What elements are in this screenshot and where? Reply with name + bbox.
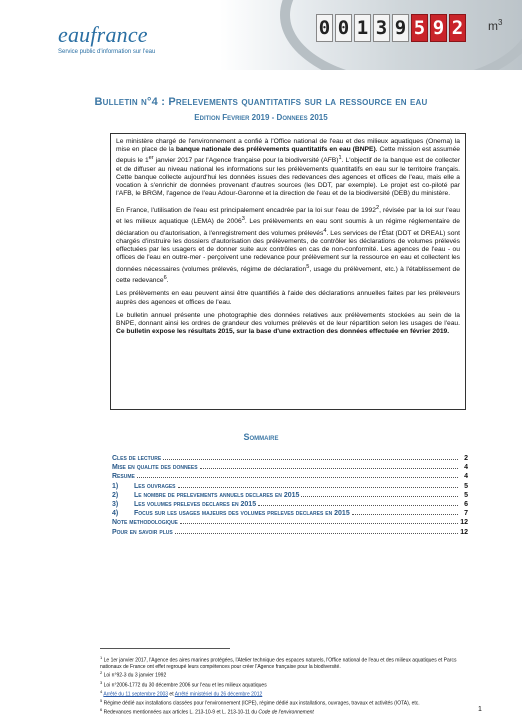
footnote-4: $^4$ Arrêté du 11 septembre 2003 et Arrêté ministériel du 26 décembre 2012 <box>100 688 263 698</box>
toc-entry-page: 4 <box>464 464 468 472</box>
toc-entry-label: Note methodologique <box>112 519 178 527</box>
meter-digits <box>316 14 466 42</box>
toc-leader-dots <box>137 476 458 478</box>
meter-digit: 1 <box>354 14 371 42</box>
page-number: 1 <box>478 706 482 713</box>
footnote-1: $^1$ Le 1er janvier 2017, l'Agence des aires marines protégées, l'Atelier technique des espaces naturels, l'Office national de l'eau et des milieux aquatiques et Parcs nationaux de France ont effet regroupé leurs compétences pour créer l'Agence française pour la biodiversité. <box>100 655 457 671</box>
toc-entry-label: Focus sur les usages majeurs des volumes preleves declares en 2015 <box>134 510 350 518</box>
footnote-3: $^3$ Loi n°2006-1772 du 30 décembre 2006 sur l'eau et les milieux aquatiques <box>100 679 267 689</box>
toc-entry[interactable] <box>112 501 468 510</box>
toc-entry[interactable] <box>112 510 468 519</box>
toc-entry[interactable] <box>112 529 468 538</box>
toc-entry-label: Cles de lecture <box>112 455 162 462</box>
meter-unit: $m^3$ <box>488 18 503 33</box>
footnote-rule <box>100 648 230 649</box>
footnote-6: $^6$ Redevances mentionnées aux articles L. 213-10-9 et L. 213-10-11 du Code de l'environnement <box>100 706 314 716</box>
toc-entry[interactable] <box>112 492 468 501</box>
water-meter-image <box>220 0 522 70</box>
toc-leader-dots <box>258 504 458 506</box>
toc-entry-page: 12 <box>460 519 468 527</box>
meter-digit: 0 <box>335 14 352 42</box>
logo-text: eaufrance <box>58 22 148 47</box>
toc-entry-label: Les ouvrages <box>134 482 176 490</box>
toc-entry-label: Pour en savoir plus <box>112 528 173 536</box>
toc-entry[interactable] <box>112 464 468 473</box>
toc-entry-label: Resume <box>112 473 135 481</box>
footnote-link-arrete-2003[interactable]: Arrêté du 11 septembre 2003 <box>103 691 169 698</box>
toc-entry[interactable] <box>112 519 468 528</box>
toc-leader-dots <box>178 486 458 488</box>
meter-digit: 5 <box>411 14 428 42</box>
toc-leader-dots <box>352 513 458 515</box>
toc-entry-page: 12 <box>460 528 468 536</box>
intro-paragraph-2: En France, l'utilisation de l'eau est principalement encadrée par la loi sur l'eau de 1992$^2$, révisée par la loi sur l'eau et les milieux aquatique (LEMA) de 2006$^3$. Les prélèvements en eau sont soumis à un régime réglementaire de déclaration ou d'autorisation, à l'enregistrement des volumes prélevés$^4$. Les services de l'État (DDT et DREAL) sont chargés d'instruire les dossiers d'autorisation des prélèvements, de contrôler les déclarations de volumes prélevés effectuées par les usagers et de donner suite aux contrôles en cas de non-conformité. Les agences de l'eau - ou offices de l'eau en outre-mer - perçoivent une redevance pour prélèvement sur la ressource en eau et collectent les données nécessaires (volumes prélevés, régime de déclaration$^5$, usage du prélèvement, etc.) à l'établissement de cette redevance$^6$. <box>116 204 460 285</box>
eaufrance-logo[interactable] <box>58 22 155 55</box>
toc-entry[interactable] <box>112 483 468 492</box>
toc-entry-number: 1) <box>112 482 119 490</box>
bulletin-title: Bulletin n°4 : Prelevements quantitatifs sur la ressource en eau <box>94 96 428 108</box>
toc-entry-page: 2 <box>464 455 468 462</box>
toc-entry-number: 4) <box>112 510 119 518</box>
footnote-5: $^5$ Régime dédié aux installations classées pour l'environnement (ICPE), régime dédié aux installations, ouvrages, travaux et activités (IOTA), etc. <box>100 697 420 707</box>
intro-paragraph-3: Les prélèvements en eau peuvent ainsi être quantifiés à l'aide des déclarations annuelles faites par les préleveurs auprès des agences et offices de l'eau. <box>116 290 460 306</box>
toc-entry-page: 4 <box>464 473 468 481</box>
toc-entry-page: 7 <box>464 510 468 518</box>
intro-box <box>110 133 466 410</box>
toc-entry-page: 5 <box>464 482 468 490</box>
intro-paragraph-1: Le ministère chargé de l'environnement a confié à l'Office national de l'eau et des milieux aquatiques (Onema) la mise en place de la banque nationale des prélèvements quantitatifs en eau (BNPE). Cette mission est assumée depuis le 1er janvier 2017 par l'Agence française pour la biodiversité (AFB)$^1$. L'objectif de la banque est de collecter et de diffuser au niveau national les informations sur les prélèvements quantitatifs en eau sur le territoire français. Cette banque collecte aujourd'hui les données issues des redevances des agences et offices de l'eau, mais elle a vocation à s'enrichir de données provenant d'autres sources (les DDT, par exemple). Le projet est co-piloté par l'AFB, le BRGM, l'agence de l'eau Adour-Garonne et la direction de l'eau et de la biodiversité (DEB) du ministère. <box>116 138 461 198</box>
toc-leader-dots <box>175 532 458 534</box>
footnote-2: $^2$ Loi n°92-3 du 3 janvier 1992 <box>100 670 167 680</box>
toc-entry-label: Mise en qualite des donnees <box>112 464 198 472</box>
sommaire-title: Sommaire <box>243 432 279 442</box>
toc-entry-number: 2) <box>112 491 119 499</box>
meter-digit: 9 <box>392 14 409 42</box>
intro-paragraph-4: Le bulletin annuel présente une photographie des données relatives aux prélèvements stockées au sein de la BNPE, donnant ainsi les ordres de grandeur des volumes prélevés et de leur répartition selon les usages de l'eau. Ce bulletin expose les résultats 2015, sur la base d'une extraction des données effectuée en février 2019. <box>116 311 460 336</box>
toc-leader-dots <box>200 467 458 469</box>
meter-digit: 9 <box>430 14 447 42</box>
toc-entry-label: Le nombre de prelevements annuels declares en 2015 <box>134 491 300 499</box>
toc-entry[interactable] <box>112 455 468 464</box>
footnote-link-arrete-2012[interactable]: Arrêté ministériel du 26 décembre 2012 <box>174 691 263 698</box>
meter-digit: 2 <box>449 14 466 42</box>
toc-entry-page: 6 <box>464 500 468 508</box>
toc-entry-page: 5 <box>464 491 468 499</box>
toc-entry-label: Les volumes preleves declares en 2015 <box>134 500 257 508</box>
toc-leader-dots <box>180 522 458 524</box>
logo-tagline: Service public d'information sur l'eau <box>58 49 156 55</box>
meter-digit: 3 <box>373 14 390 42</box>
edition-subtitle: Edition Fevrier 2019 - Donnees 2015 <box>194 113 328 122</box>
toc-leader-dots <box>163 458 458 460</box>
page-header <box>0 0 522 86</box>
toc-entry-number: 3) <box>112 500 119 508</box>
meter-digit: 0 <box>316 14 333 42</box>
footnotes <box>100 648 470 716</box>
table-of-contents <box>112 455 468 538</box>
toc-leader-dots <box>301 495 458 497</box>
toc-entry[interactable] <box>112 473 468 482</box>
